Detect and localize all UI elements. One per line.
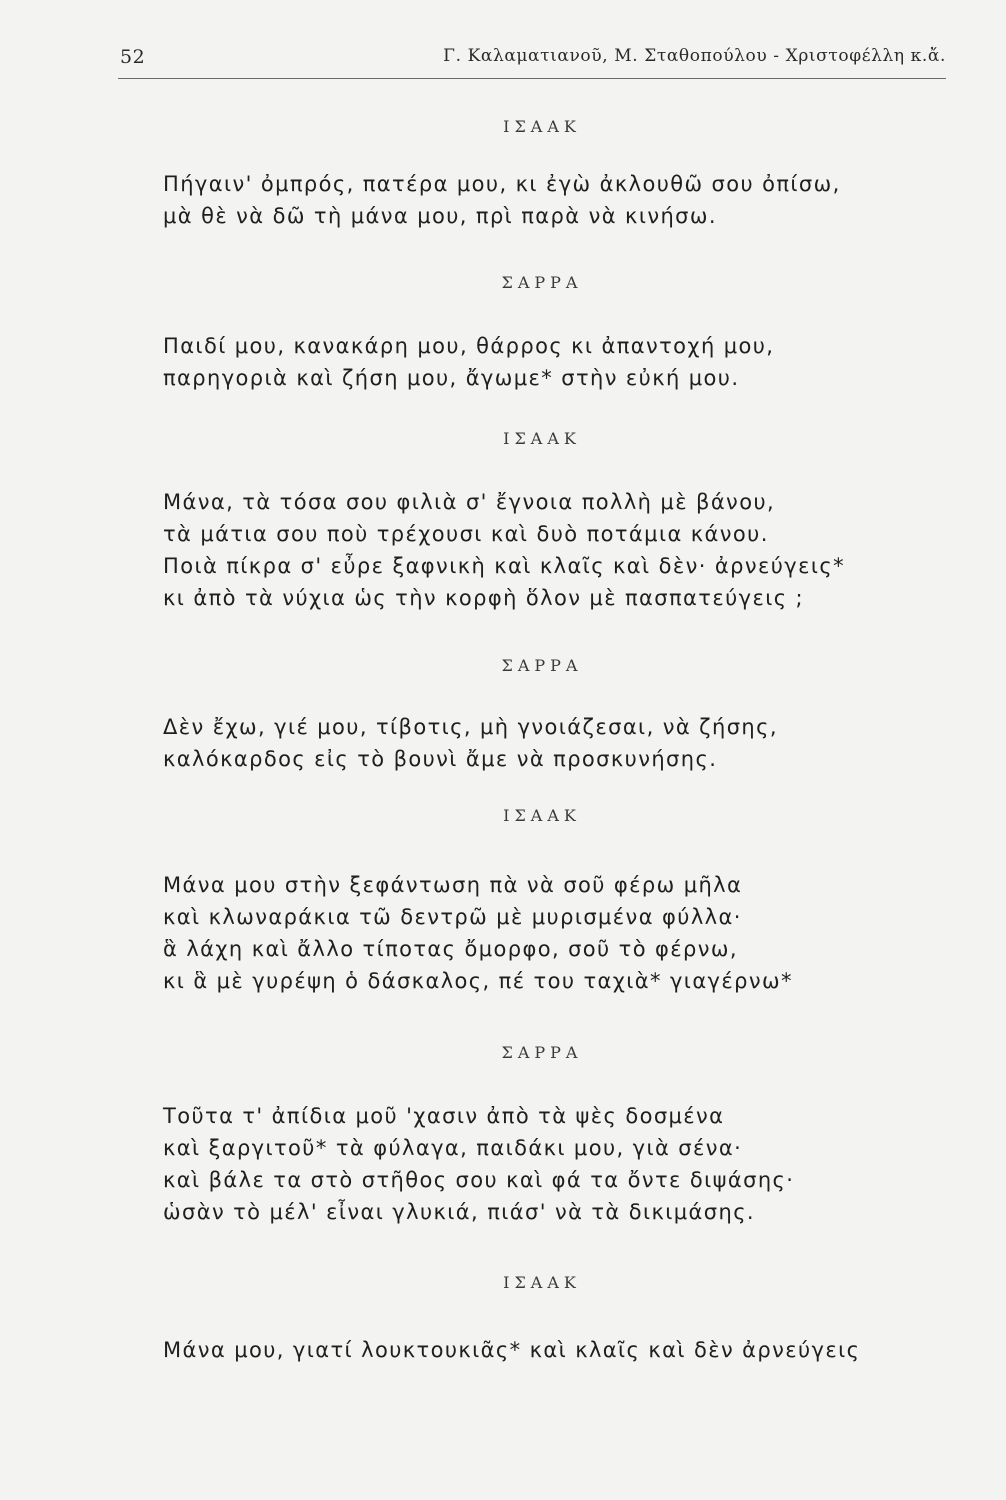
verse-line: Παιδί μου, κανακάρη μου, θάρρος κι ἀπαντοχή μου,	[163, 334, 775, 358]
verse-block	[0, 486, 1006, 614]
speaker-heading: ΣΑΡΡΑ	[501, 273, 583, 292]
verse-block	[0, 168, 1006, 232]
verse-line: καὶ ξαργιτοῦ* τὰ φύλαγα, παιδάκι μου, γιὰ σένα·	[163, 1136, 743, 1160]
dialogue-section	[0, 1272, 1006, 1366]
verse-block	[0, 711, 1006, 775]
verse-line: Πήγαιν' ὀμπρός, πατέρα μου, κι ἐγὼ ἀκλουθῶ σου ὀπίσω,	[163, 172, 841, 196]
dialogue-section	[0, 272, 1006, 394]
verse-line: κι ἀπὸ τὰ νύχια ὡς τὴν κορφὴ ὅλον μὲ πασπατεύγεις ;	[163, 586, 805, 610]
speaker-heading: ΣΑΡΡΑ	[501, 656, 583, 675]
verse-line: παρηγοριὰ καὶ ζήση μου, ἄγωμε* στὴν εὐκή μου.	[163, 366, 740, 390]
speaker-heading: ΙΣΑΑΚ	[503, 806, 581, 825]
verse-line: Μάνα μου, γιατί λουκτουκιᾶς* καὶ κλαῖς καὶ δὲν ἀρνεύγεις	[163, 1338, 861, 1362]
verse-line: κι ἃ μὲ γυρέψη ὁ δάσκαλος, πέ του ταχιὰ* γιαγέρνω*	[163, 969, 793, 993]
dialogue-section	[0, 1042, 1006, 1228]
verse-line: καὶ κλωναράκια τῶ δεντρῶ μὲ μυρισμένα φύλλα·	[163, 905, 742, 929]
speaker-heading: ΙΣΑΑΚ	[503, 429, 581, 448]
speaker-heading: ΙΣΑΑΚ	[503, 117, 581, 136]
verse-line: ἃ λάχη καὶ ἄλλο τίποτας ὄμορφο, σοῦ τὸ φέρνω,	[163, 937, 738, 961]
dialogue-section	[0, 116, 1006, 232]
running-head-title: Γ. Καλαματιανοῦ, Μ. Σταθοπούλου - Χριστοφέλλη κ.ἄ.	[443, 46, 946, 66]
verse-block	[0, 1100, 1006, 1228]
verse-line: Ποιὰ πίκρα σ' εὖρε ξαφνικὴ καὶ κλαῖς καὶ δὲν· ἀρνεύγεις*	[163, 554, 846, 578]
page-number: 52	[120, 46, 146, 68]
verse-block	[0, 869, 1006, 997]
verse-line: Δὲν ἔχω, γιέ μου, τίβοτις, μὴ γνοιάζεσαι, νὰ ζήσης,	[163, 715, 778, 739]
verse-line: μὰ θὲ νὰ δῶ τὴ μάνα μου, πρὶ παρὰ νὰ κινήσω.	[163, 204, 717, 228]
speaker-heading: ΣΑΡΡΑ	[501, 1043, 583, 1062]
verse-block	[0, 330, 1006, 394]
speaker-heading: ΙΣΑΑΚ	[503, 1273, 581, 1292]
running-head	[118, 38, 946, 79]
verse-line: ὡσὰν τὸ μέλ' εἶναι γλυκιά, πιάσ' νὰ τὰ δικιμάσης.	[163, 1200, 756, 1224]
dialogue-section	[0, 655, 1006, 775]
dialogue-section	[0, 805, 1006, 997]
verse-line: Μάνα, τὰ τόσα σου φιλιὰ σ' ἔγνοια πολλὴ μὲ βάνου,	[163, 490, 776, 514]
verse-line: Τοῦτα τ' ἀπίδια μοῦ 'χασιν ἀπὸ τὰ ψὲς δοσμένα	[163, 1104, 725, 1128]
dialogue-section	[0, 428, 1006, 614]
verse-line: Μάνα μου στὴν ξεφάντωση πὰ νὰ σοῦ φέρω μῆλα	[163, 873, 743, 897]
verse-line: τὰ μάτια σου ποὺ τρέχουσι καὶ δυὸ ποτάμια κάνου.	[163, 522, 769, 546]
verse-line: καλόκαρδος εἰς τὸ βουνὶ ἄμε νὰ προσκυνήσης.	[163, 747, 718, 771]
verse-line: καὶ βάλε τα στὸ στῆθος σου καὶ φά τα ὄντε διψάσης·	[163, 1168, 795, 1192]
verse-block	[0, 1334, 1006, 1366]
